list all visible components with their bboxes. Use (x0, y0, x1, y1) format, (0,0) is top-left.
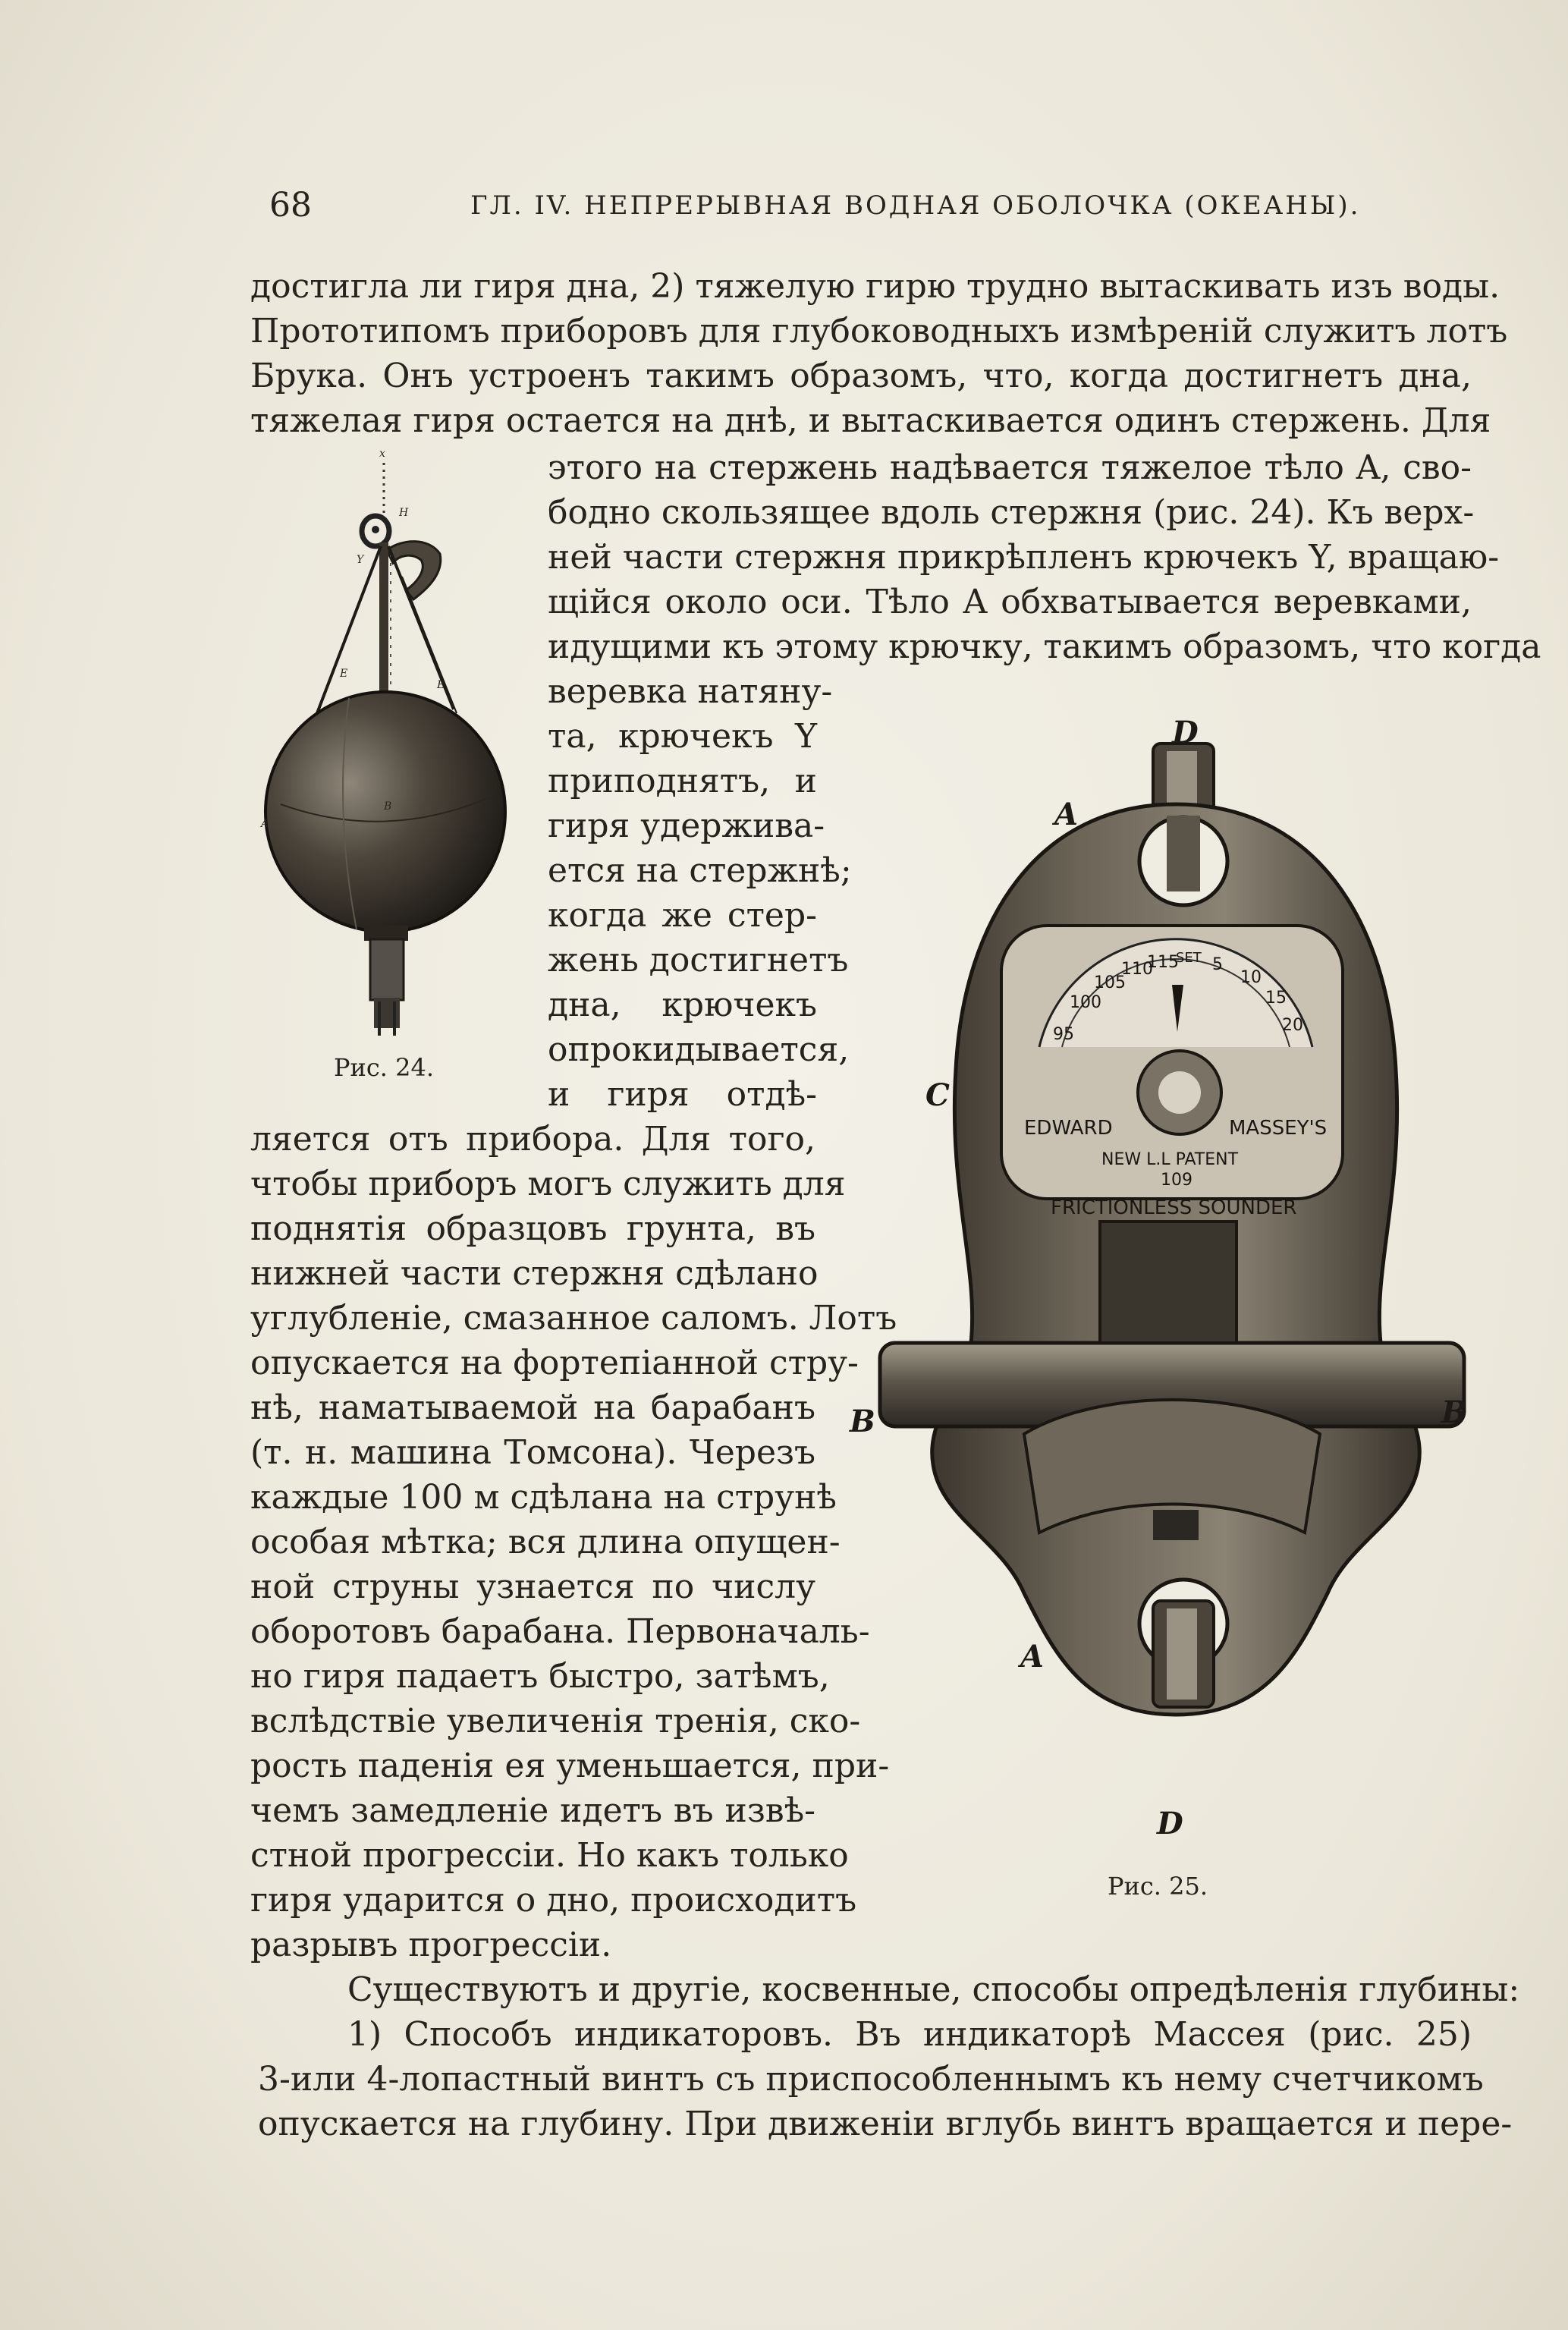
text-line: идущими къ этому крючку, такимъ образомъ, что когда (548, 627, 1541, 666)
plate-text: MASSEY'S (1229, 1117, 1328, 1140)
plate-text: FRICTIONLESS SOUNDER (1051, 1196, 1297, 1219)
dial-tick-label: 100 (1070, 993, 1101, 1012)
label-a-bottom: A (1020, 1639, 1045, 1674)
page-header (250, 186, 1517, 239)
label-b-right: B (1441, 1395, 1467, 1430)
label-d-bottom: D (1157, 1806, 1183, 1841)
text-line: особая мѣтка; вся длина опущен- (250, 1523, 841, 1561)
text-line: Существуютъ и другіе, косвенные, способы опредѣленія глубины: (347, 1970, 1520, 2009)
brooke-lot-drawing (250, 448, 531, 1055)
label-c: C (925, 1077, 950, 1113)
text-line: оборотовъ барабана. Первоначаль- (250, 1612, 870, 1651)
text-line: (т. н. машина Томсона). Черезъ (250, 1433, 815, 1472)
figure-24-brooke-lot (250, 448, 531, 1055)
text-line: нижней части стержня сдѣлано (250, 1254, 819, 1293)
label-a-top: A (1054, 797, 1079, 832)
text-line: вслѣдствіе увеличенія тренія, ско- (250, 1702, 861, 1740)
text-line: гиря удержива- (548, 807, 825, 845)
text-line: чемъ замедленіе идетъ въ извѣ- (250, 1791, 815, 1830)
plate-text: EDWARD (1024, 1117, 1113, 1140)
text-line: ной струны узнается по числу (250, 1567, 815, 1606)
dial-tick-label: SET (1176, 950, 1202, 966)
text-line: опрокидывается, (548, 1030, 850, 1069)
dial-tick-label: 15 (1265, 989, 1287, 1008)
text-line: чтобы приборъ могъ служить для (250, 1165, 846, 1203)
text-line: та, крючекъ Y (548, 717, 817, 756)
text-line: этого на стержень надѣвается тяжелое тѣло A, сво- (548, 448, 1472, 487)
text-line: дна, крючекъ (548, 986, 817, 1024)
dial-tick-label: 95 (1053, 1025, 1074, 1044)
label-y: Y (357, 554, 364, 566)
plate-text: NEW L.L PATENT (1101, 1150, 1239, 1169)
text-line: ется на стержнѣ; (548, 851, 852, 890)
figure-25-caption: Рис. 25. (1108, 1872, 1208, 1901)
text-line: опускается на глубину. При движеніи вглубь винтъ вращается и пере- (258, 2105, 1513, 2143)
figure-24-caption: Рис. 24. (334, 1053, 435, 1082)
dial-tick-label: 110 (1121, 960, 1153, 979)
text-line: ней части стержня прикрѣпленъ крючекъ Y, вращаю- (548, 538, 1500, 577)
text-line: достигла ли гиря дна, 2) тяжелую гирю трудно вытаскивать изъ воды. (250, 267, 1500, 306)
text-line: приподнятъ, и (548, 762, 817, 800)
text-line: разрывъ прогрессіи. (250, 1926, 612, 1964)
label-e-left: E (340, 668, 348, 680)
text-line: но гиря падаетъ быстро, затѣмъ, (250, 1657, 830, 1696)
running-head: ГЛ. IV. НЕПРЕРЫВНАЯ ВОДНАЯ ОБОЛОЧКА (ОКЕАНЫ). (470, 190, 1361, 221)
text-line: углубленіе, смазанное саломъ. Лотъ (250, 1299, 897, 1338)
text-line: поднятія образцовъ грунта, въ (250, 1209, 815, 1248)
page-number: 68 (269, 186, 312, 225)
text-line: тяжелая гиря остается на днѣ, и вытаскивается одинъ стержень. Для (250, 401, 1491, 440)
dial-tick-label: 105 (1094, 973, 1126, 992)
text-line: опускается на фортепіанной стру- (250, 1344, 859, 1382)
massey-sounder-drawing (850, 721, 1494, 1844)
label-a: A (261, 818, 269, 830)
text-line: веревка натяну- (548, 672, 833, 711)
label-e-right: E (437, 679, 445, 691)
label-d-top: D (1172, 715, 1199, 750)
dial-tick-label: 10 (1240, 968, 1262, 987)
text-line: бодно скользящее вдоль стержня (рис. 24). Къ верх- (548, 493, 1475, 532)
plate-text: 109 (1161, 1171, 1192, 1190)
dial-tick-label: 5 (1212, 955, 1223, 974)
figure-25-massey-sounder (850, 715, 1494, 1844)
dial-tick-label: 115 (1147, 953, 1179, 972)
text-line: стной прогрессіи. Но какъ только (250, 1836, 849, 1875)
label-h: H (399, 507, 409, 519)
text-line: 1) Способъ индикаторовъ. Въ индикаторѣ Массея (рис. 25) (347, 2015, 1472, 2054)
label-b: B (384, 800, 392, 813)
text-line: когда же стер- (548, 896, 817, 935)
label-b-left: B (850, 1404, 875, 1439)
label-x: x (379, 448, 385, 460)
text-line: щійся около оси. Тѣло A обхватывается веревками, (548, 583, 1472, 621)
dial-tick-label: 20 (1282, 1016, 1303, 1035)
text-line: Брука. Онъ устроенъ такимъ образомъ, что, когда достигнетъ дна, (250, 357, 1472, 395)
text-line: Прототипомъ приборовъ для глубоководныхъ измѣреній служитъ лотъ (250, 312, 1508, 351)
text-line: жень достигнетъ (548, 941, 849, 979)
text-line: нѣ, наматываемой на барабанъ (250, 1388, 815, 1427)
text-line: ляется отъ прибора. Для того, (250, 1120, 815, 1159)
text-line: и гиря отдѣ- (548, 1075, 817, 1114)
text-line: каждые 100 м сдѣлана на струнѣ (250, 1478, 837, 1517)
text-line: 3-или 4-лопастный винтъ съ приспособленнымъ къ нему счетчикомъ (258, 2060, 1484, 2099)
text-line: гиря ударится о дно, происходитъ (250, 1881, 857, 1920)
text-line: рость паденія ея уменьшается, при- (250, 1747, 890, 1785)
